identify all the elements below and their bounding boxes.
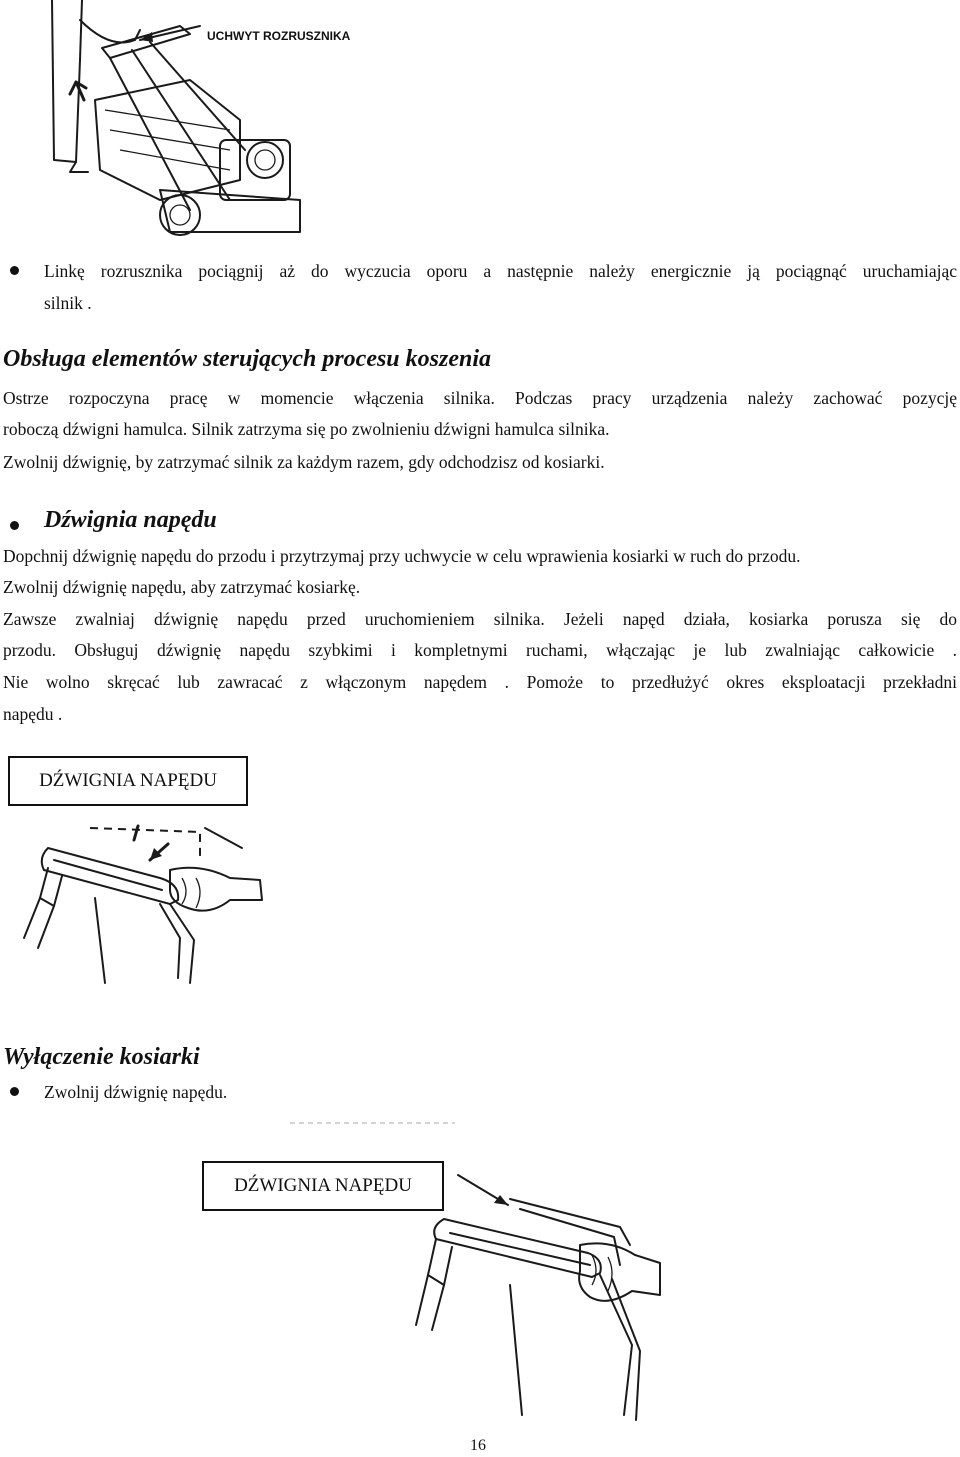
controls-line-1: Ostrze rozpoczyna pracę w momencie włączenia silnika. Podczas pracy urządzenia należy zachować pozycję bbox=[3, 388, 957, 408]
drive-lever-line-2: Zwolnij dźwignię napędu, aby zatrzymać kosiarkę. bbox=[3, 577, 361, 597]
bullet-dot bbox=[10, 266, 19, 275]
starter-instruction-line-2: silnik . bbox=[44, 293, 92, 313]
drive-lever-line-1: Dopchnij dźwignię napędu do przodu i przytrzymaj przy uchwycie w celu wprawienia kosiarki w ruch do przodu. bbox=[3, 546, 801, 566]
controls-line-2: roboczą dźwigni hamulca. Silnik zatrzyma się po zwolnieniu dźwigni hamulca silnika. bbox=[3, 419, 610, 439]
stop-mower-instruction: Zwolnij dźwignię napędu. bbox=[44, 1082, 228, 1102]
release-lever-label-box: DŹWIGNIA NAPĘDU bbox=[202, 1161, 444, 1211]
drive-lever-line-5: Nie wolno skręcać lub zawracać z włączonym napędem . Pomoże to przedłużyć okres eksploatacji przekładni bbox=[3, 672, 957, 692]
drive-lever-illustration bbox=[10, 808, 270, 988]
drive-lever-line-4: przodu. Obsługuj dźwignię napędu szybkimi i kompletnymi ruchami, włączając je lub zwalniając całkowicie . bbox=[3, 640, 957, 660]
bullet-dot bbox=[10, 521, 19, 530]
page-number: 16 bbox=[470, 1437, 486, 1454]
starter-handle-label: UCHWYT ROZRUSZNIKA bbox=[207, 29, 351, 43]
bullet-dot bbox=[10, 1087, 19, 1096]
figure-starter-handle bbox=[40, 0, 370, 240]
section-title-drive-lever: Dźwignia napędu bbox=[44, 507, 217, 533]
drive-lever-label-box: DŹWIGNIA NAPĘDU bbox=[8, 756, 248, 806]
starter-instruction-line-1: Linkę rozrusznika pociągnij aż do wyczucia oporu a następnie należy energicznie ją pociągnąć uruchamiając bbox=[44, 261, 957, 281]
drive-lever-line-3: Zawsze zwalniaj dźwignię napędu przed uruchomieniem silnika. Jeżeli napęd działa, kosiarka porusza się do bbox=[3, 609, 957, 629]
drive-lever-line-6: napędu . bbox=[3, 704, 63, 724]
controls-line-3: Zwolnij dźwignię, by zatrzymać silnik za każdym razem, gdy odchodzisz od kosiarki. bbox=[3, 452, 605, 472]
section-title-stop-mower: Wyłączenie kosiarki bbox=[3, 1044, 200, 1070]
section-title-controls: Obsługa elementów sterujących procesu koszenia bbox=[3, 346, 492, 372]
